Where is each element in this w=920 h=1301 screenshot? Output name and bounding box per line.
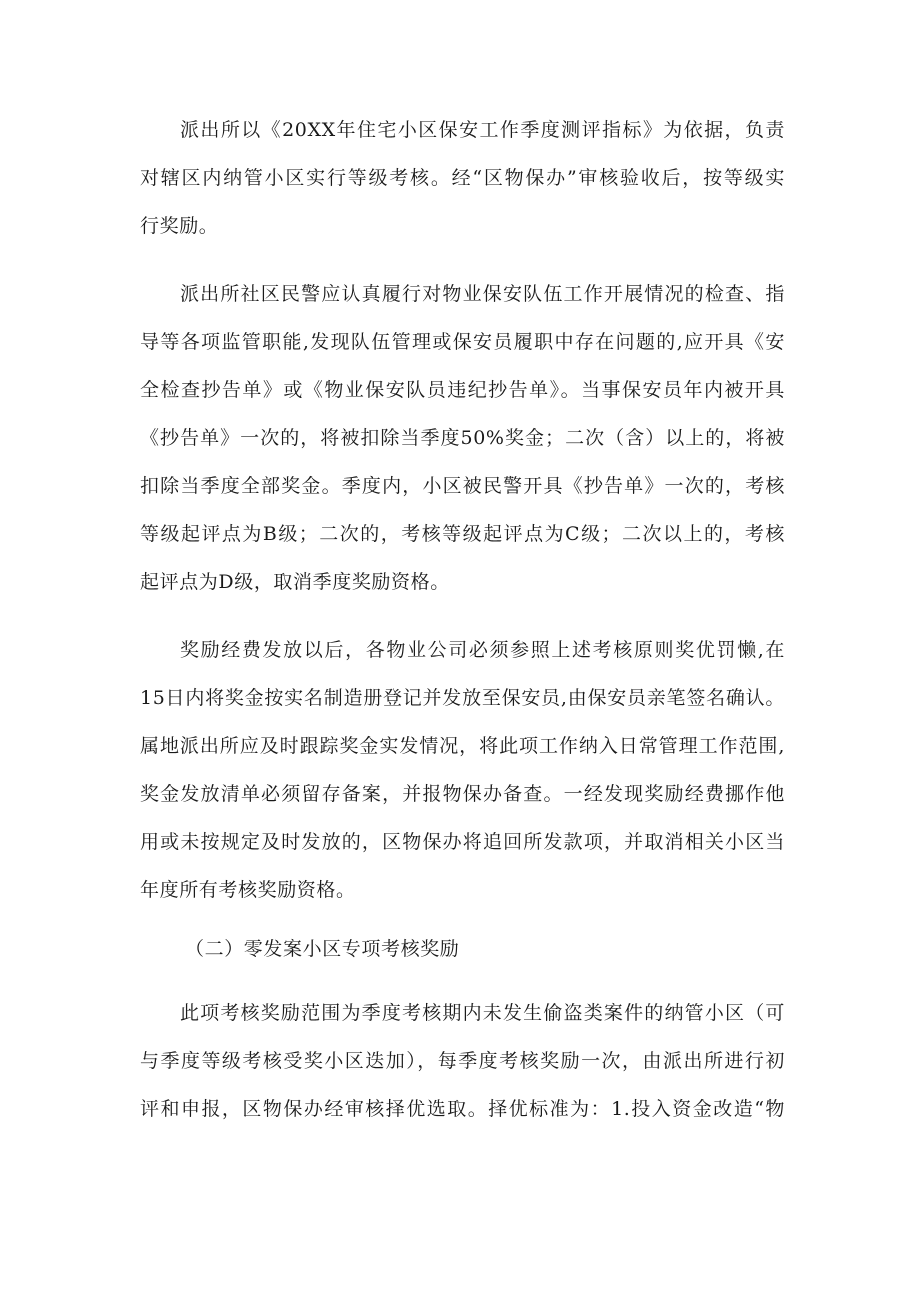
paragraph-2-line-1: 派出所社区民警应认真履行对物业保安队伍工作开展情况的检查、指 — [180, 283, 785, 305]
paragraph-2-line-7: 起评点为D级，取消季度奖励资格。 — [140, 571, 450, 593]
paragraph-3-line-4: 奖金发放清单必须留存备案，并报物保办备查。一经发现奖励经费挪作他 — [140, 783, 785, 805]
paragraph-5-line-3: 评和申报，区物保办经审核择优选取。择优标准为：1.投入资金改造“物 — [140, 1098, 785, 1120]
paragraph-2-line-3: 全检查抄告单》或《物业保安队员违纪抄告单》。当事保安员年内被开具 — [140, 379, 785, 401]
paragraph-2-line-4: 《抄告单》一次的，将被扣除当季度50%奖金；二次（含）以上的，将被 — [140, 427, 785, 449]
paragraph-5-line-1: 此项考核奖励范围为季度考核期内未发生偷盗类案件的纳管小区（可 — [180, 1002, 785, 1024]
paragraph-5-line-2: 与季度等级考核受奖小区迭加），每季度考核奖励一次，由派出所进行初 — [140, 1050, 785, 1072]
paragraph-3-line-6: 年度所有考核奖励资格。 — [140, 879, 356, 901]
paragraph-3-line-3: 属地派出所应及时跟踪奖金实发情况，将此项工作纳入日常管理工作范围, — [140, 735, 785, 757]
paragraph-2-line-2: 导等各项监管职能,发现队伍管理或保安员履职中存在问题的,应开具《安 — [140, 331, 785, 353]
paragraph-3-line-2: 15日内将奖金按实名制造册登记并发放至保安员,由保安员亲笔签名确认。 — [140, 687, 785, 709]
paragraph-1-line-3: 行奖励。 — [140, 215, 219, 237]
paragraph-3-line-5: 用或未按规定及时发放的，区物保办将追回所发款项，并取消相关小区当 — [140, 831, 785, 853]
paragraph-1-line-1: 派出所以《20XX年住宅小区保安工作季度测评指标》为依据，负责 — [180, 119, 785, 141]
paragraph-1-line-2: 对辖区内纳管小区实行等级考核。经“区物保办”审核验收后，按等级实 — [140, 167, 785, 189]
paragraph-3-line-1: 奖励经费发放以后，各物业公司必须参照上述考核原则奖优罚懒,在 — [180, 639, 785, 661]
paragraph-2-line-6: 等级起评点为B级；二次的，考核等级起评点为C级；二次以上的，考核 — [140, 523, 785, 545]
paragraph-2-line-5: 扣除当季度全部奖金。季度内，小区被民警开具《抄告单》一次的，考核 — [140, 475, 785, 497]
section-heading: （二）零发案小区专项考核奖励 — [185, 938, 460, 960]
